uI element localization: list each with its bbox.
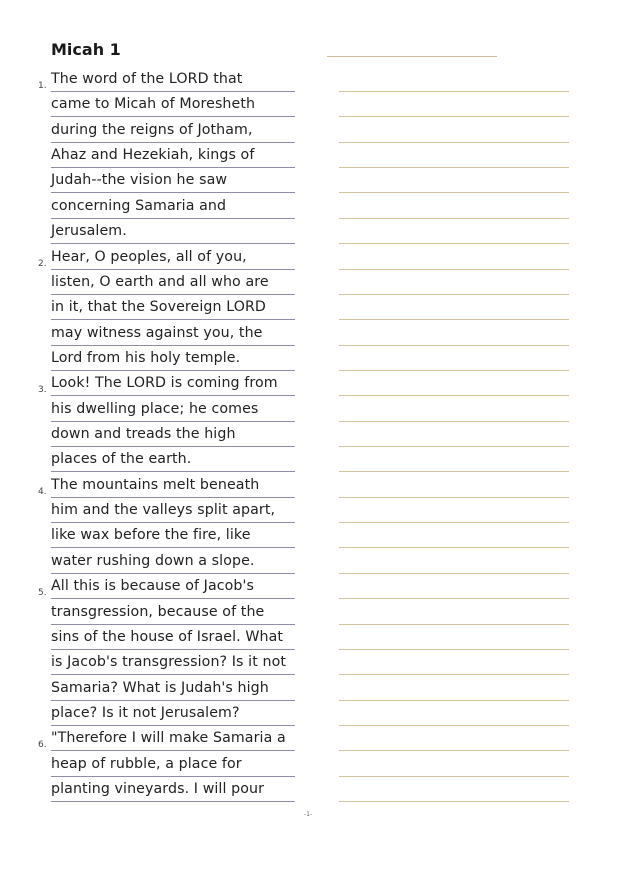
verse-text-line: his dwelling place; he comes bbox=[51, 397, 295, 422]
line-row bbox=[0, 398, 624, 423]
verse-text-line: "Therefore I will make Samaria a bbox=[51, 726, 295, 751]
line-row bbox=[0, 144, 624, 169]
copy-writing-line bbox=[339, 725, 569, 726]
line-row bbox=[0, 296, 624, 321]
verse-text-line: places of the earth. bbox=[51, 447, 295, 472]
line-row bbox=[0, 651, 624, 676]
verse-text-line: heap of rubble, a place for bbox=[51, 752, 295, 777]
line-row bbox=[0, 753, 624, 778]
verse-number: 6. bbox=[38, 740, 47, 751]
copy-writing-line bbox=[339, 345, 569, 346]
verse-text-line: came to Micah of Moresheth bbox=[51, 92, 295, 117]
verse-text-line: during the reigns of Jotham, bbox=[51, 118, 295, 143]
line-row bbox=[0, 626, 624, 651]
verse-text-line: Hear, O peoples, all of you, bbox=[51, 245, 295, 270]
verse-number: 5. bbox=[38, 588, 47, 599]
copy-writing-line bbox=[339, 243, 569, 244]
copy-writing-line bbox=[339, 547, 569, 548]
copy-writing-line bbox=[339, 446, 569, 447]
copy-writing-line bbox=[339, 167, 569, 168]
verse-text-line: transgression, because of the bbox=[51, 600, 295, 625]
line-row bbox=[0, 474, 624, 499]
verse-text-line: is Jacob's transgression? Is it not bbox=[51, 650, 295, 675]
verse-number: 3. bbox=[38, 385, 47, 396]
line-row bbox=[0, 372, 624, 397]
line-row bbox=[0, 68, 624, 93]
verse-text-line: Samaria? What is Judah's high bbox=[51, 676, 295, 701]
verse-text-line: All this is because of Jacob's bbox=[51, 574, 295, 599]
verse-text-line: Ahaz and Hezekiah, kings of bbox=[51, 143, 295, 168]
line-row bbox=[0, 322, 624, 347]
verse-text-line: place? Is it not Jerusalem? bbox=[51, 701, 295, 726]
verse-text-line: water rushing down a slope. bbox=[51, 549, 295, 574]
copy-writing-line bbox=[339, 497, 569, 498]
line-row bbox=[0, 727, 624, 752]
line-row bbox=[0, 778, 624, 803]
line-row bbox=[0, 271, 624, 296]
copy-writing-line bbox=[339, 522, 569, 523]
line-row bbox=[0, 575, 624, 600]
copy-writing-line bbox=[339, 395, 569, 396]
verse-text-line: Jerusalem. bbox=[51, 219, 295, 244]
verse-text-line: planting vineyards. I will pour bbox=[51, 777, 295, 802]
copy-writing-line bbox=[339, 192, 569, 193]
line-row bbox=[0, 550, 624, 575]
verse-text-line: in it, that the Sovereign LORD bbox=[51, 295, 295, 320]
copy-writing-line bbox=[339, 674, 569, 675]
verse-text-line: like wax before the fire, like bbox=[51, 523, 295, 548]
verse-text-line: Judah--the vision he saw bbox=[51, 168, 295, 193]
line-row bbox=[0, 220, 624, 245]
copy-writing-line bbox=[339, 649, 569, 650]
title-writing-line bbox=[327, 56, 497, 57]
copy-writing-line bbox=[339, 573, 569, 574]
line-row bbox=[0, 702, 624, 727]
line-row bbox=[0, 524, 624, 549]
copy-writing-line bbox=[339, 269, 569, 270]
verse-text-line: The word of the LORD that bbox=[51, 67, 295, 92]
copy-writing-line bbox=[339, 700, 569, 701]
copy-writing-line bbox=[339, 116, 569, 117]
verse-text-line: The mountains melt beneath bbox=[51, 473, 295, 498]
copy-writing-line bbox=[339, 776, 569, 777]
copy-writing-line bbox=[339, 91, 569, 92]
line-row bbox=[0, 119, 624, 144]
copy-writing-line bbox=[339, 598, 569, 599]
verse-text-line: may witness against you, the bbox=[51, 321, 295, 346]
copy-writing-line bbox=[339, 801, 569, 802]
line-row bbox=[0, 246, 624, 271]
line-row bbox=[0, 195, 624, 220]
verse-text-line: listen, O earth and all who are bbox=[51, 270, 295, 295]
line-row bbox=[0, 93, 624, 118]
verse-text-line: him and the valleys split apart, bbox=[51, 498, 295, 523]
copy-writing-line bbox=[339, 471, 569, 472]
line-row bbox=[0, 423, 624, 448]
copy-writing-line bbox=[339, 294, 569, 295]
page-number: -1- bbox=[304, 811, 313, 818]
copy-writing-line bbox=[339, 319, 569, 320]
copy-writing-line bbox=[339, 142, 569, 143]
verse-number: 2. bbox=[38, 258, 47, 269]
copy-writing-line bbox=[339, 370, 569, 371]
verse-text-line: sins of the house of Israel. What bbox=[51, 625, 295, 650]
line-row bbox=[0, 499, 624, 524]
line-row bbox=[0, 347, 624, 372]
line-row bbox=[0, 677, 624, 702]
verse-number: 4. bbox=[38, 486, 47, 497]
verse-text-line: Look! The LORD is coming from bbox=[51, 371, 295, 396]
copy-writing-line bbox=[339, 421, 569, 422]
copy-writing-line bbox=[339, 750, 569, 751]
line-row bbox=[0, 601, 624, 626]
verse-text-line: Lord from his holy temple. bbox=[51, 346, 295, 371]
page-title: Micah 1 bbox=[51, 40, 121, 59]
verse-text-line: down and treads the high bbox=[51, 422, 295, 447]
line-row bbox=[0, 448, 624, 473]
verse-number: 1. bbox=[38, 81, 47, 91]
verse-text-line: concerning Samaria and bbox=[51, 194, 295, 219]
copy-writing-line bbox=[339, 218, 569, 219]
copy-writing-line bbox=[339, 624, 569, 625]
line-row bbox=[0, 169, 624, 194]
